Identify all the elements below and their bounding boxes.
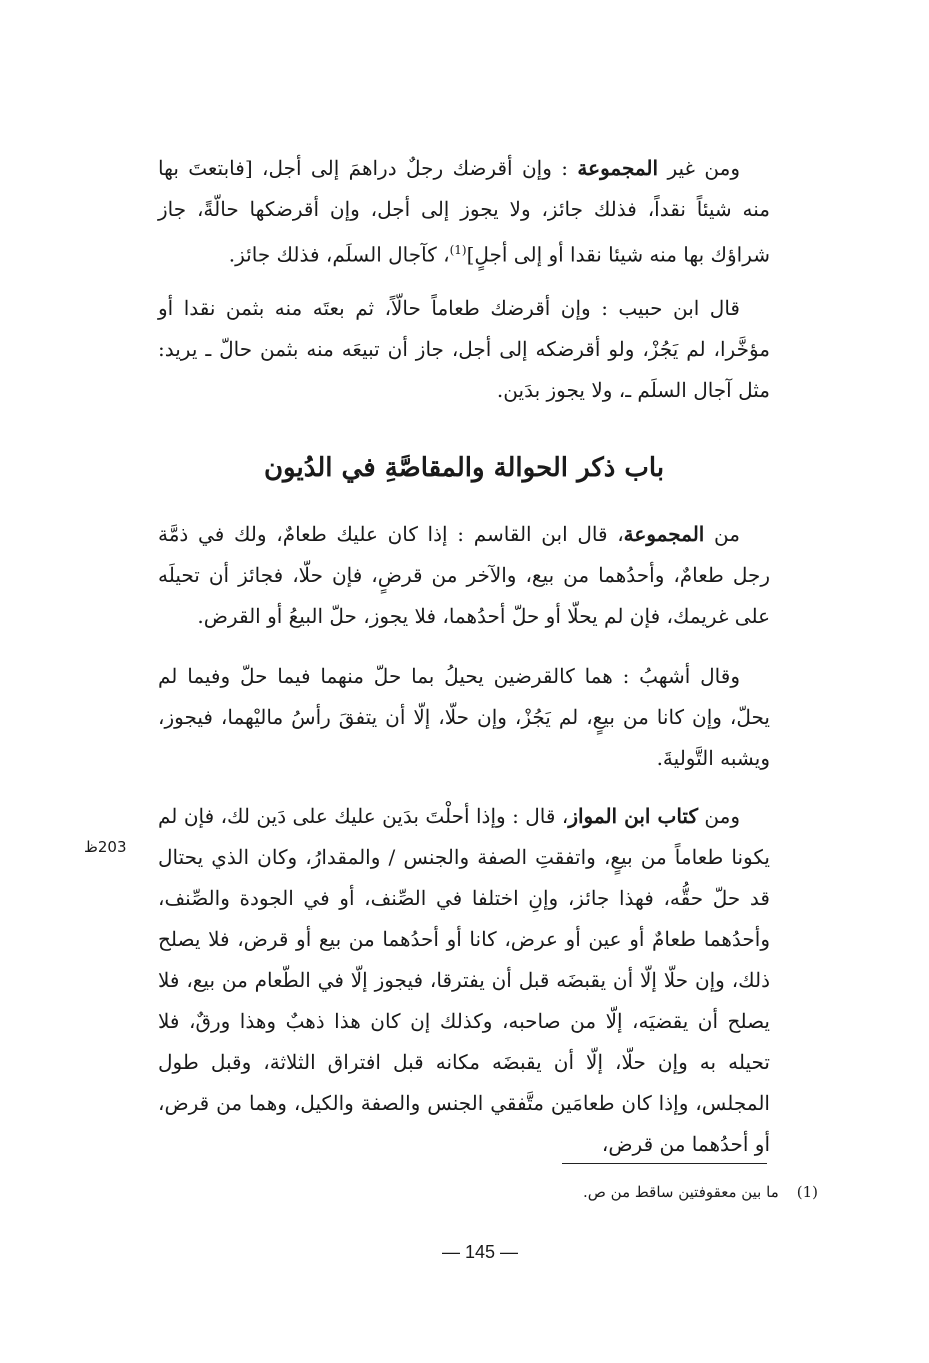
- paragraph-2-text: قال ابن حبيب : وإن أقرضك طعاماً حالّاً، ثم بعتَه منه بثمن نقدا أو مؤخَّرا، لم يَجُزْ، ولو أقرضكه إلى أجل، جاز أن تبيعَه منه بثمن حالّ ـ يريد: مثل آجال السلَم ـ، ولا يجوز بدَين.: [158, 296, 770, 402]
- paragraph-2: [158, 288, 770, 411]
- paragraph-5-text: ، قال : وإذا أحلْتَ بدَين عليك على دَين لك، فإن لم يكونا طعاماً من بيعٍ، واتفقتِ الصفة والجنس / والمقدارُ، وكان الذي يحتال قد حلّ حقُّه، فهذا جائز، وإنِ اختلفا في الصِّنف، أو في الجودة والصِّنف، وأحدُهما طعامٌ أو عين أو عرض، كانا أو أحدُهما من بيع أو قرض، فلا يصلح ذلك، وإن حلّا إلّا أن يقبضَه قبل أن يفترقا، فيجوز إلّا في الطّعام من بيع، فلا يصلح أن يقضيَه، إلّا من صاحبه، وكذلك إن كان هذا ذهبٌ وهذا ورقٌ، فلا تحيله به وإن حلّا، إلّا أن يقبضَه مكانه قبل افتراق الثلاثة، وقبل طول المجلس، وإذا كان طعامَين متَّفقي الجنس والصفة والكيل، وهما من قرض، أو أحدُهما من قرض،: [158, 804, 770, 1156]
- paragraph-3: [158, 514, 770, 637]
- footnote-text: ما بين معقوفتين ساقط من ص.: [583, 1183, 779, 1201]
- paragraph-1-text: : وإن أقرضك رجلٌ دراهمَ إلى أجل، [فابتعتَ بها منه شيئاً نقداً، فذلك جائز، ولا يجوز إلى أجل، وإن أقرضكها حالّةً، جاز شراؤك بها منه شيئا نقدا أو إلى أجلٍ]: [158, 156, 770, 267]
- footnote: [400, 1179, 818, 1205]
- source-title-ibn-mawaz: كتاب ابن المواز: [568, 804, 698, 828]
- paragraph-5: [158, 796, 770, 1165]
- paragraph-3-text: ، قال ابن القاسم : إذا كان عليك طعامٌ، ولك في ذمَّة رجل طعامٌ، وأحدُهما من بيع، والآخر من قرضٍ، فإن حلّا، فجائز أن تحيلَه على غريمك، فإن لم يحلّا أو حلّ أحدُهما، فلا يجوز، حلّ البيعُ أو القرض.: [158, 522, 770, 628]
- paragraph-4: [158, 656, 770, 779]
- source-title-majmuah: المجموعة: [577, 156, 659, 180]
- paragraph-1-lead: ومن غير: [658, 156, 741, 180]
- footnote-number: (1): [796, 1183, 818, 1201]
- source-title-majmuah-2: المجموعة: [623, 522, 705, 546]
- footnote-reference[interactable]: (1): [449, 243, 467, 257]
- paragraph-5-lead: ومن: [697, 804, 741, 828]
- paragraph-3-lead: من: [704, 522, 740, 546]
- footnote-divider: [562, 1163, 767, 1164]
- section-heading: باب ذكر الحوالة والمقاصَّةِ في الدُيون: [263, 453, 665, 483]
- paragraph-4-text: وقال أشهبُ : هما كالقرضين يحيلُ بما حلّ منهما فيما حلّ وفيما لم يحلّ، وإن كانا من بيعٍ، لم يَجُزْ، وإن حلّا، إلّا أن يتفقَ رأسُ ماليْهما، فيجوز، ويشبه التَّوليةَ.: [158, 664, 770, 770]
- page-number: — 145 —: [441, 1242, 519, 1262]
- manuscript-folio-note: 203ظ: [84, 838, 127, 856]
- paragraph-1-tail: ، كآجال السلَم، فذلك جائز.: [228, 242, 450, 267]
- paragraph-1: [158, 148, 770, 276]
